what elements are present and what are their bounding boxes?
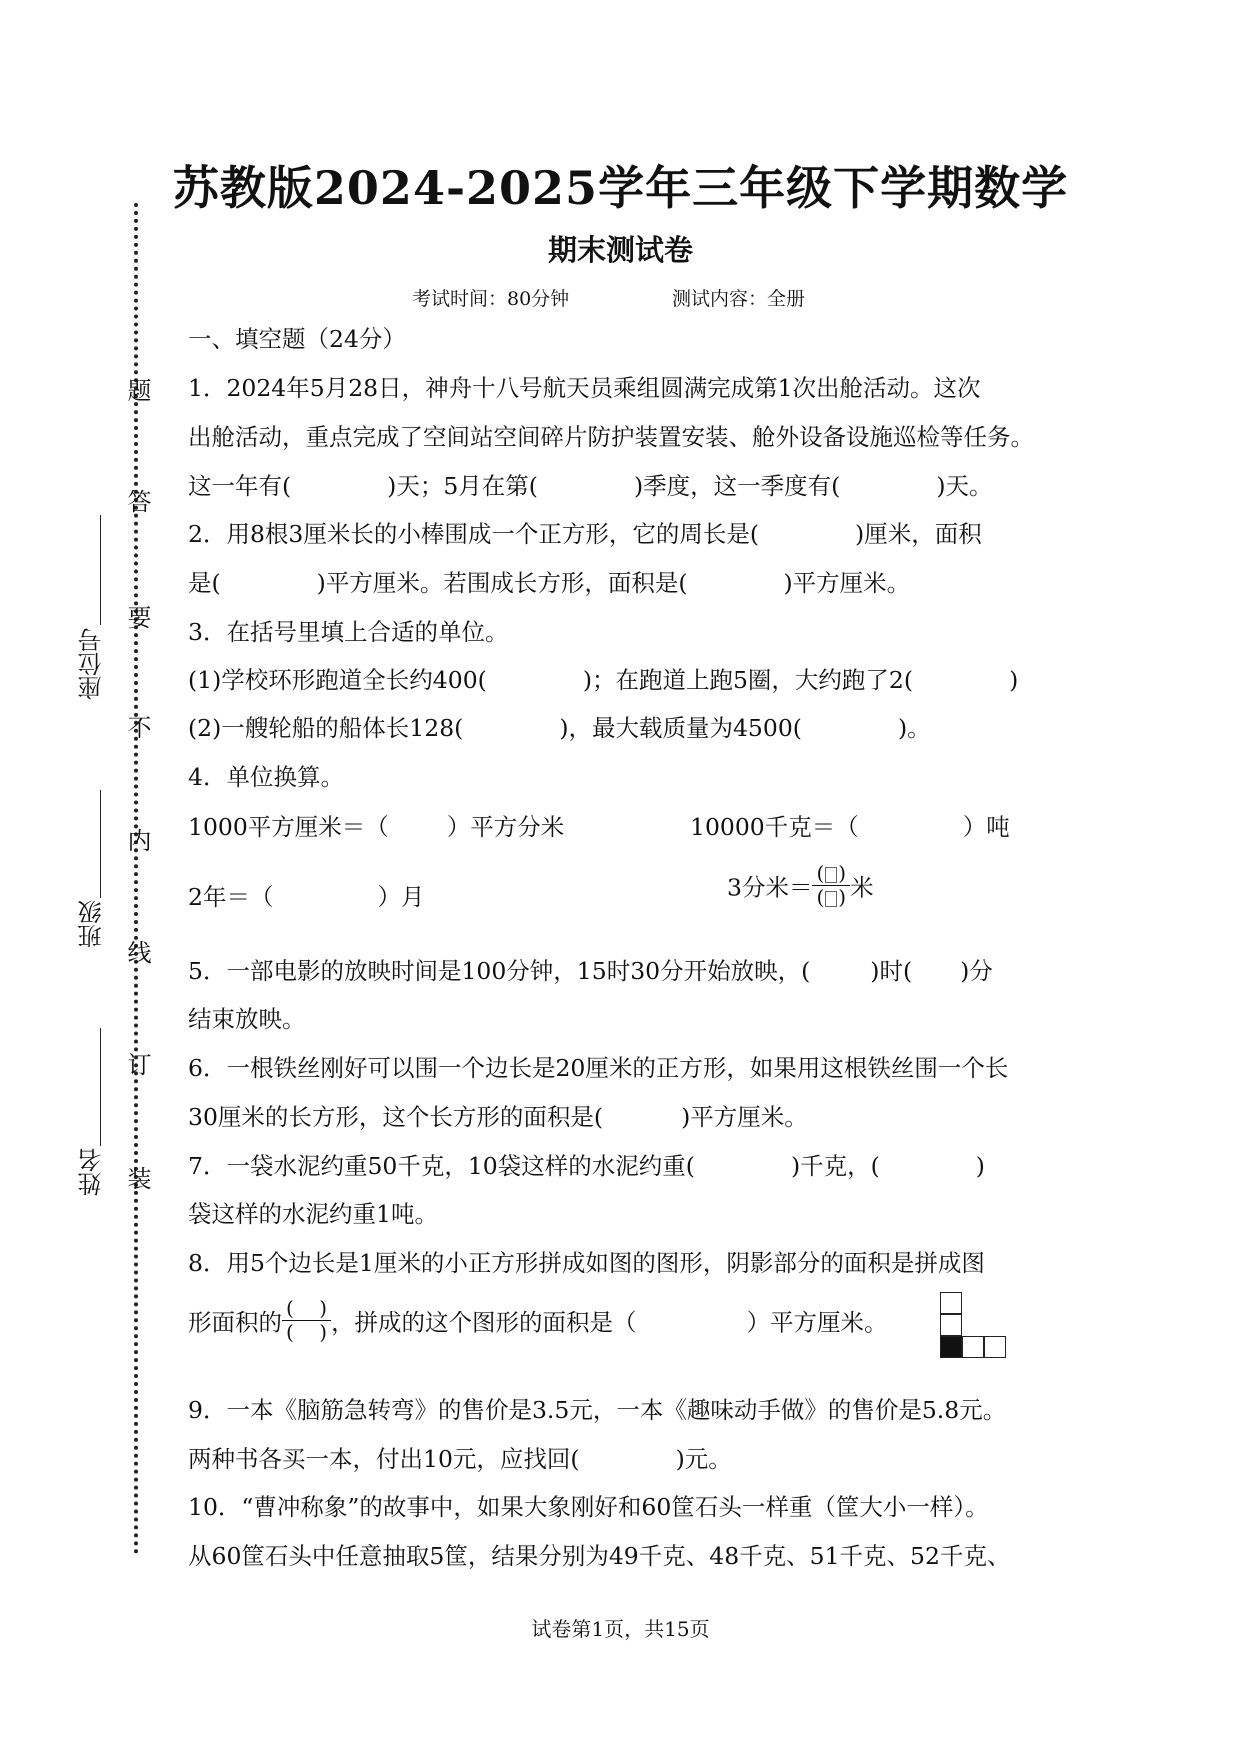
question-4-line: 4．单位换算。: [188, 763, 344, 791]
question-5-line: 5．一部电影的放映时间是100分钟，15时30分开始放映，( )时( )分: [188, 957, 993, 985]
binding-char: 订: [123, 1052, 151, 1076]
class-label: 班级: [78, 900, 106, 948]
question-1-line: 出舱活动，重点完成了空间站空间碎片防护装置安装、舱外设备设施巡检等任务。: [188, 423, 1034, 451]
section-heading: 一、填空题（24分）: [188, 325, 406, 353]
question-7-line: 7．一袋水泥约重50千克，10袋这样的水泥约重( )千克，( ): [188, 1152, 985, 1180]
binding-char: 答: [123, 489, 151, 513]
binding-char: 不: [123, 715, 151, 739]
question-6-line: 6．一根铁丝刚好可以围一个边长是20厘米的正方形，如果用这根铁丝围一个长: [188, 1054, 1009, 1082]
question-2-line: 是( )平方厘米。若围成长方形，面积是( )平方厘米。: [188, 569, 911, 597]
question-6-line: 30厘米的长方形，这个长方形的面积是( )平方厘米。: [188, 1103, 808, 1131]
binding-char: 内: [123, 828, 151, 852]
square-cell: [940, 1314, 962, 1336]
question-8-line: 8．用5个边长是1厘米的小正方形拼成如图的图形，阴影部分的面积是拼成图: [188, 1249, 985, 1277]
question-1-line: 1．2024年5月28日，神舟十八号航天员乘组圆满完成第1次出舱活动。这次: [188, 374, 981, 402]
seat-number-label: 座位号: [78, 628, 106, 700]
question-5-line: 结束放映。: [188, 1005, 306, 1033]
question-4-line: 1000平方厘米＝（ ）平方分米: [188, 813, 565, 841]
binding-char: 线: [123, 940, 151, 964]
question-7-line: 袋这样的水泥约重1吨。: [188, 1200, 438, 1228]
binding-char: 装: [123, 1166, 151, 1190]
question-8-line: 形面积的 $\frac{( )}{( )}$ ，拼成的这个图形的面积是（ ）平方厘米。: [188, 1296, 888, 1344]
question-3-line: (1)学校环形跑道全长约400( )；在跑道上跑5圈，大约跑了2( ): [188, 666, 1019, 694]
question-9-line: 9．一本《脑筋急转弯》的售价是3.5元，一本《趣味动手做》的售价是5.8元。: [188, 1396, 1007, 1424]
square-cell: [984, 1336, 1006, 1358]
question-4-line: 2年＝（ ）月: [188, 883, 425, 911]
name-line[interactable]: [100, 1028, 101, 1146]
seat-number-line[interactable]: [100, 515, 101, 625]
name-label: 姓名: [78, 1148, 106, 1196]
fraction-blank[interactable]: $\frac{( )}{( )}$: [282, 1297, 331, 1344]
class-line[interactable]: [100, 790, 101, 898]
question-10-line: 10．“曹冲称象”的故事中，如果大象刚好和60筐石头一样重（筐大小一样）。: [188, 1493, 989, 1521]
exam-time: 考试时间：80分钟: [412, 288, 570, 310]
question-3-line: (2)一艘轮船的船体长128( )，最大载质量为4500( )。: [188, 714, 931, 742]
square-cell: [940, 1292, 962, 1314]
question-9-line: 两种书各买一本，付出10元，应找回( )元。: [188, 1445, 732, 1473]
page-footer: 试卷第1页，共15页: [531, 1617, 710, 1641]
question-3-line: 3．在括号里填上合适的单位。: [188, 618, 509, 646]
fraction-blank[interactable]: $\frac{( )}{( )}$: [812, 862, 850, 909]
binding-char: 题: [123, 378, 151, 402]
question-4-line: 3分米＝ $\frac{( )}{( )}$ 米: [727, 861, 874, 909]
question-1-line: 这一年有( )天；5月在第( )季度，这一季度有( )天。: [188, 472, 993, 500]
exam-content: 测试内容：全册: [672, 288, 806, 310]
shaded-square-cell: [940, 1336, 962, 1358]
question-2-line: 2．用8根3厘米长的小棒围成一个正方形，它的周长是( )厘米，面积: [188, 520, 982, 548]
question-4-line: 10000千克＝（ ）吨: [690, 813, 1010, 841]
page-subtitle: 期末测试卷: [547, 233, 693, 267]
binding-dotted-line: [134, 203, 138, 1555]
page-title: 苏教版2024-2025学年三年级下学期数学: [172, 161, 1069, 215]
square-cell: [962, 1336, 984, 1358]
question-10-line: 从60筐石头中任意抽取5筐，结果分别为49千克、48千克、51千克、52千克、: [188, 1542, 1011, 1570]
binding-char: 要: [123, 605, 151, 629]
